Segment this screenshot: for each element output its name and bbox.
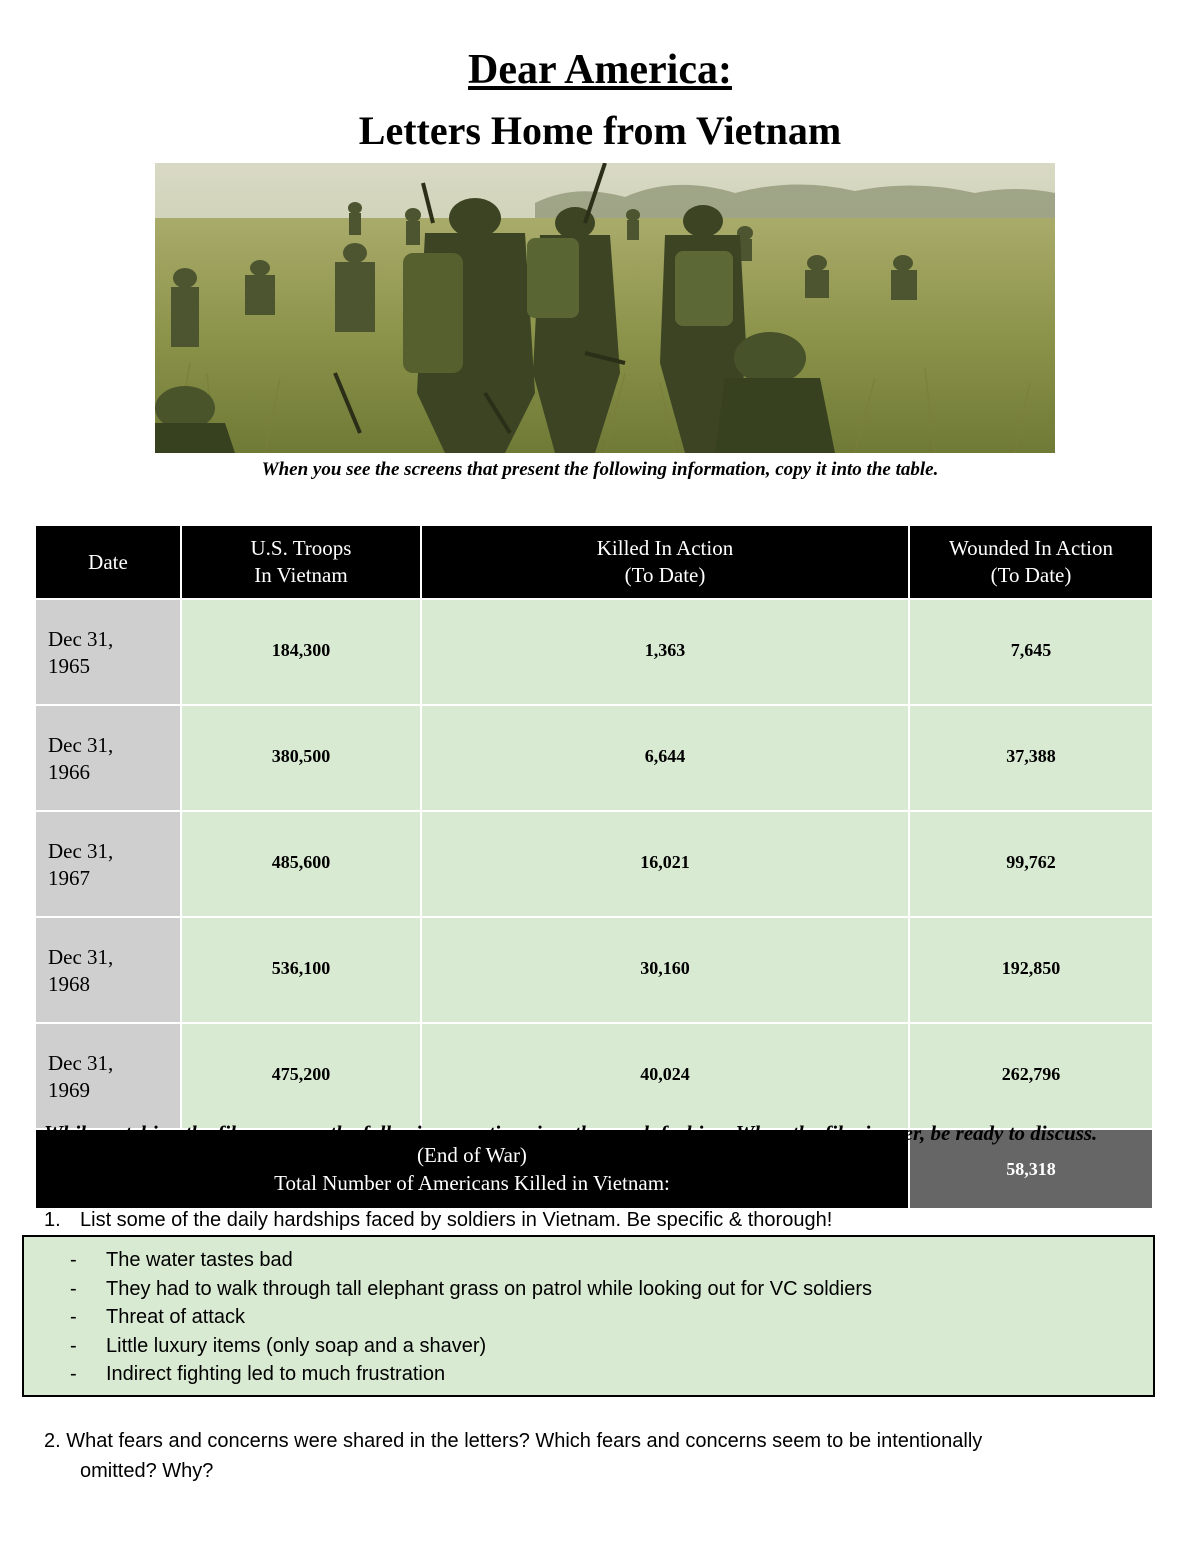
wounded-cell: 37,388 [909, 705, 1153, 811]
date-line1: Dec 31, [48, 733, 114, 757]
table-row [35, 599, 1153, 705]
total-label-line2: Total Number of Americans Killed in Vietnam: [274, 1171, 670, 1195]
total-label-line1: (End of War) [417, 1143, 527, 1167]
troops-cell: 536,100 [181, 917, 421, 1023]
page-subtitle: Letters Home from Vietnam [358, 108, 842, 153]
wounded-cell: 7,645 [909, 599, 1153, 705]
date-cell [35, 917, 181, 1023]
question-2-line1: 2. What fears and concerns were shared in the letters? Which fears and concerns seem to be intentionally [44, 1430, 983, 1452]
date-cell [35, 599, 181, 705]
date-cell [35, 1023, 181, 1129]
header-troops [181, 525, 421, 599]
killed-cell: 40,024 [421, 1023, 909, 1129]
bullet-dash: - [70, 1306, 77, 1328]
date-line1: Dec 31, [48, 1051, 114, 1075]
bullet-dash: - [70, 1249, 77, 1271]
question-1 [44, 1206, 1154, 1234]
question-1-text: List some of the daily hardships faced by soldiers in Vietnam. Be specific & thorough! [80, 1209, 833, 1231]
question-1-number: 1. [44, 1209, 61, 1231]
list-item [70, 1275, 1153, 1304]
list-item [70, 1360, 1153, 1389]
film-directions: While watching the film, answer the following questions in a thorough fashion. When the film is over, be ready to discuss. [44, 1121, 1098, 1145]
wounded-cell: 99,762 [909, 811, 1153, 917]
bullet-dash: - [70, 1363, 77, 1385]
killed-cell: 30,160 [421, 917, 909, 1023]
question-2 [44, 1426, 1154, 1486]
date-cell [35, 811, 181, 917]
header-wounded-line2: (To Date) [990, 563, 1072, 587]
list-item [70, 1303, 1153, 1332]
date-cell [35, 705, 181, 811]
header-killed [421, 525, 909, 599]
killed-cell: 16,021 [421, 811, 909, 917]
troops-cell: 475,200 [181, 1023, 421, 1129]
date-line2: 1965 [48, 654, 90, 678]
date-line2: 1966 [48, 760, 90, 784]
killed-cell: 6,644 [421, 705, 909, 811]
wounded-cell: 262,796 [909, 1023, 1153, 1129]
date-line2: 1969 [48, 1078, 90, 1102]
header-date-label: Date [88, 549, 128, 574]
table-header-row [35, 525, 1153, 599]
answer-text: The water tastes bad [106, 1249, 293, 1271]
header-troops-line1: U.S. Troops [250, 536, 352, 560]
list-item [70, 1332, 1153, 1361]
date-line2: 1968 [48, 972, 90, 996]
answer-text: Threat of attack [106, 1306, 245, 1328]
wounded-cell: 192,850 [909, 917, 1153, 1023]
answer-list [24, 1237, 1153, 1389]
date-line2: 1967 [48, 866, 90, 890]
soldiers-photo [155, 163, 1055, 453]
answer-text: They had to walk through tall elephant grass on patrol while looking out for VC soldiers [106, 1277, 872, 1300]
question-2-line2: omitted? Why? [80, 1460, 214, 1482]
header-wounded [909, 525, 1153, 599]
table-row [35, 811, 1153, 917]
answer-text: Indirect fighting led to much frustration [106, 1363, 446, 1385]
list-item [70, 1246, 1153, 1275]
troops-cell: 485,600 [181, 811, 421, 917]
date-line1: Dec 31, [48, 627, 114, 651]
troops-cell: 380,500 [181, 705, 421, 811]
casualty-table [34, 524, 1154, 1210]
header-troops-line2: In Vietnam [254, 563, 348, 587]
table-instruction: When you see the screens that present the following information, copy it into the table. [261, 459, 939, 480]
troops-cell: 184,300 [181, 599, 421, 705]
header-killed-line1: Killed In Action [596, 536, 734, 560]
date-line1: Dec 31, [48, 945, 114, 969]
bullet-dash: - [70, 1334, 77, 1357]
bullet-dash: - [70, 1277, 77, 1300]
table-row [35, 917, 1153, 1023]
table-row [35, 705, 1153, 811]
total-value-cell: 58,318 [909, 1129, 1153, 1209]
date-line1: Dec 31, [48, 839, 114, 863]
answer-box[interactable] [22, 1235, 1155, 1397]
header-date [35, 525, 181, 599]
header-wounded-line1: Wounded In Action [949, 536, 1113, 560]
table-row [35, 1023, 1153, 1129]
header-killed-line2: (To Date) [624, 563, 706, 587]
killed-cell: 1,363 [421, 599, 909, 705]
answer-text: Little luxury items (only soap and a shaver) [106, 1334, 487, 1357]
page-title: Dear America: [468, 47, 732, 93]
